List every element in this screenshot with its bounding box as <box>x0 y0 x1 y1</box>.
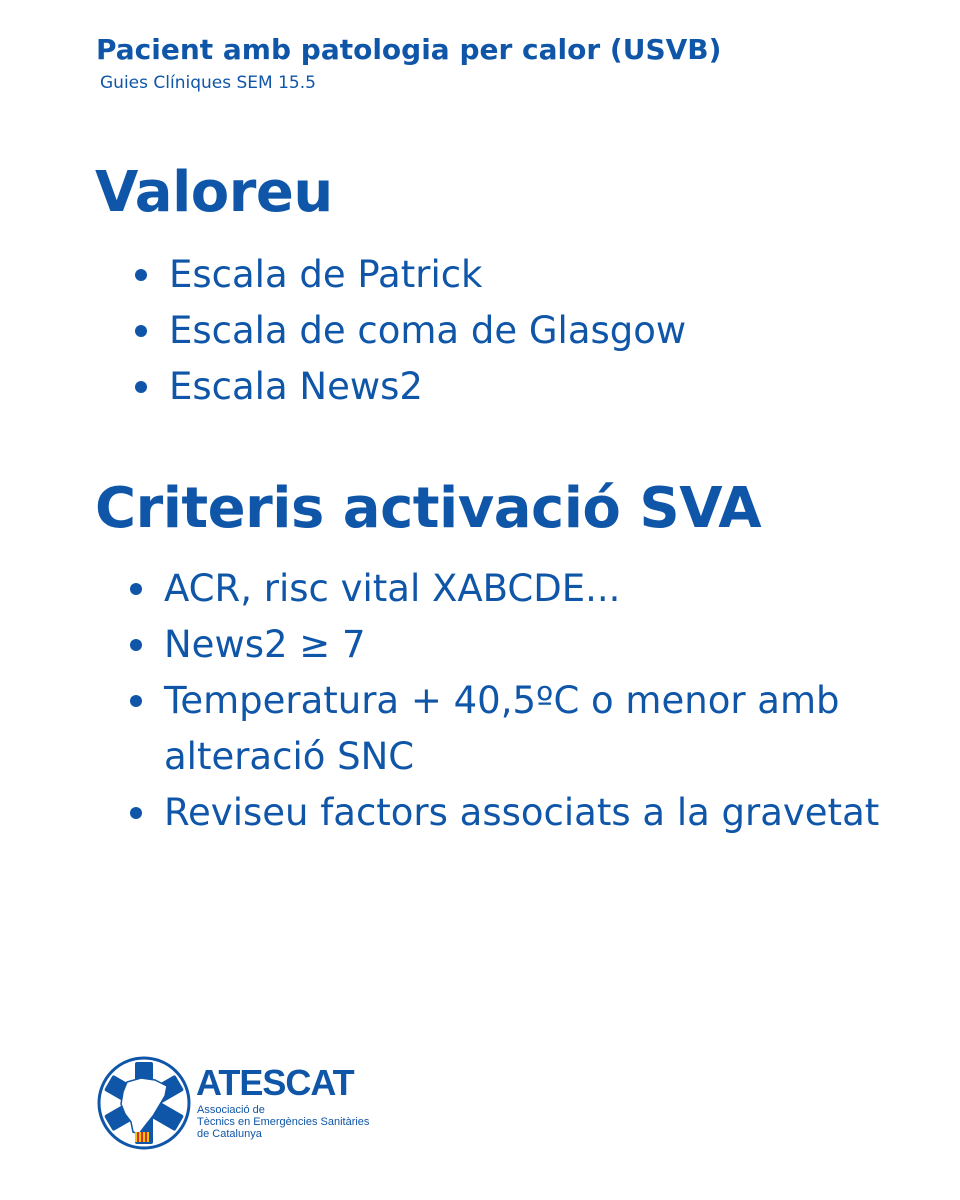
list-item: Temperatura + 40,5ºC o menor amb alteració SNC <box>164 673 884 785</box>
atescat-logo <box>97 1056 377 1152</box>
star-of-life-icon <box>97 1056 191 1150</box>
list-item: News2 ≥ 7 <box>164 617 924 673</box>
logo-description-line: Tècnics en Emergències Sanitàries <box>197 1116 370 1128</box>
logo-name: ATESCAT <box>196 1062 354 1103</box>
bullet-icon <box>135 325 147 337</box>
header-subtitle: Guies Clíniques SEM 15.5 <box>100 73 316 93</box>
logo-description-line: de Catalunya <box>197 1128 262 1140</box>
list-item: Escala News2 <box>169 359 929 415</box>
header-title: Pacient amb patologia per calor (USVB) <box>96 33 722 66</box>
bullet-icon <box>130 695 142 707</box>
bullet-icon <box>130 807 142 819</box>
logo-description <box>197 1104 369 1140</box>
bullet-icon <box>130 583 142 595</box>
bullet-icon <box>130 639 142 651</box>
list-item: ACR, risc vital XABCDE... <box>164 561 924 617</box>
section-heading-criteris: Criteris activació SVA <box>95 476 762 541</box>
list-item: Reviseu factors associats a la gravetat <box>164 785 924 841</box>
valoreu-list <box>169 247 929 415</box>
bullet-icon <box>135 381 147 393</box>
list-item: Escala de coma de Glasgow <box>169 303 929 359</box>
criteris-list <box>164 561 924 841</box>
bullet-icon <box>135 269 147 281</box>
section-heading-valoreu: Valoreu <box>95 160 333 225</box>
logo-description-line: Associació de <box>197 1104 265 1116</box>
list-item: Escala de Patrick <box>169 247 929 303</box>
